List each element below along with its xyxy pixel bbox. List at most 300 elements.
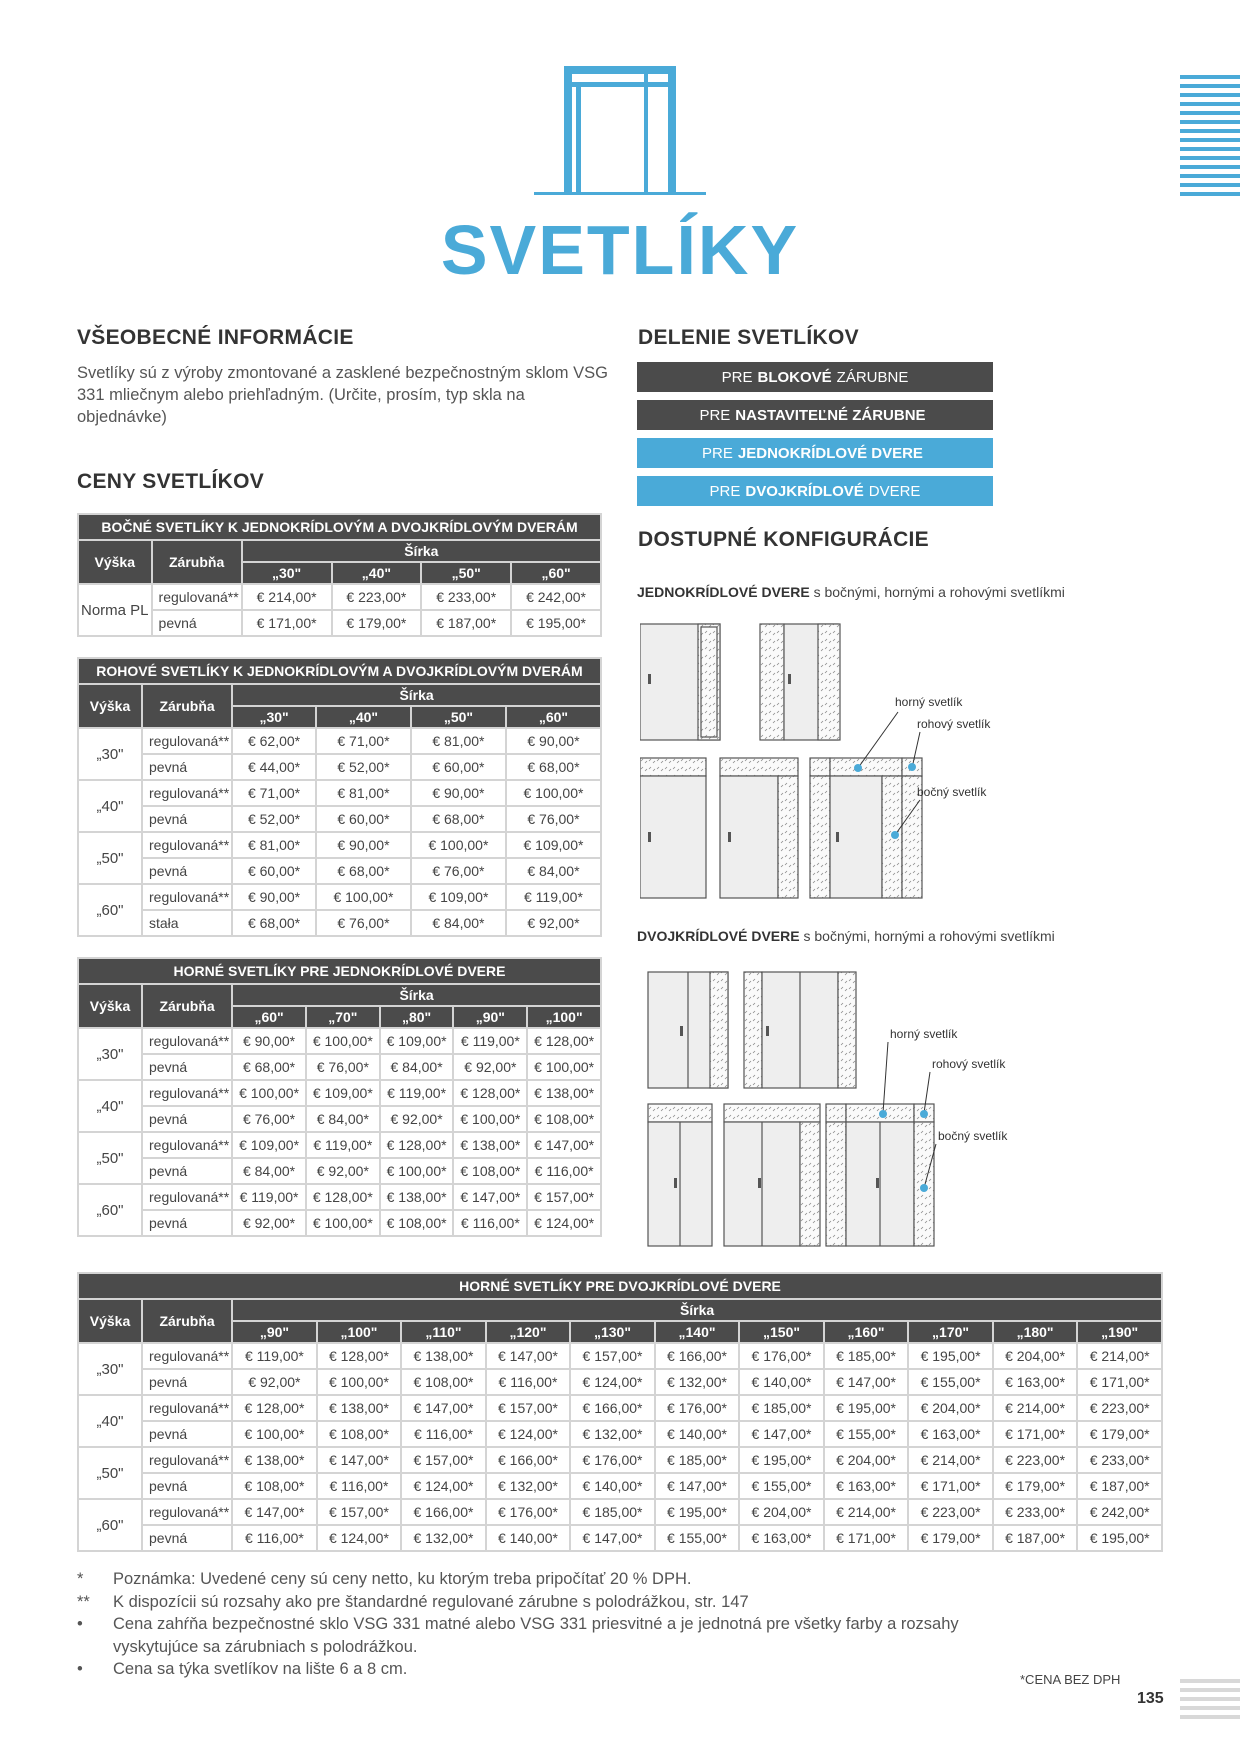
price-cell: € 84,00* [306,1106,380,1132]
single-door-caption [637,584,1065,600]
table-title: HORNÉ SVETLÍKY PRE JEDNOKRÍDLOVÉ DVERE [78,958,601,984]
price-cell: € 233,00* [421,584,511,610]
price-cell: € 68,00* [232,1054,306,1080]
double-door-with-top-corner-side-lights [826,1104,934,1246]
price-cell: € 163,00* [824,1473,909,1499]
table-row [78,1421,1162,1447]
price-cell: € 71,00* [316,728,411,754]
price-cell: € 76,00* [306,1054,380,1080]
row-frame-label: regulovaná** [152,584,242,610]
column-header-frame: Zárubňa [142,684,232,728]
price-cell: € 128,00* [317,1343,402,1369]
price-cell: € 155,00* [908,1369,993,1395]
row-height-label: „60" [78,1499,142,1551]
row-frame-label: regulovaná** [142,1028,232,1054]
table-row [78,1447,1162,1473]
door-with-top-and-side-light [720,758,798,898]
width-header: „90" [453,1006,527,1028]
column-header-frame: Zárubňa [152,540,242,584]
price-cell: € 179,00* [1077,1421,1162,1447]
double-door-with-top-light [648,1104,712,1246]
price-cell: € 157,00* [317,1499,402,1525]
footnote-text: Poznámka: Uvedené ceny sú ceny netto, ku ktorým treba pripočítať 20 % DPH. [113,1570,692,1588]
footnote-text: Cena zahŕňa bezpečnostné sklo VSG 331 matné alebo VSG 331 priesvitné a je jednotná pre všetky farby a rozsahy vyskytujúce sa zárubniach s polodrážkou. [113,1615,959,1656]
division-single-doors [637,438,993,468]
price-cell: € 92,00* [453,1054,527,1080]
width-header: „180" [993,1321,1078,1343]
table-row [78,1525,1162,1551]
price-cell: € 138,00* [527,1080,601,1106]
price-cell: € 138,00* [401,1343,486,1369]
price-note: *CENA BEZ DPH [1020,1672,1121,1687]
price-cell: € 195,00* [739,1447,824,1473]
price-cell: € 76,00* [316,910,411,936]
price-cell: € 128,00* [453,1080,527,1106]
division-list [637,362,993,514]
width-header: „50" [421,562,511,584]
decorative-stripes-top [1180,75,1240,201]
width-header: „110" [401,1321,486,1343]
price-cell: € 185,00* [655,1447,740,1473]
double-door-with-top-and-side-light [724,1104,820,1246]
division-bold: DVOJKRÍDLOVÉ [745,482,864,500]
price-cell: € 116,00* [527,1158,601,1184]
footnote-text: K dispozícii sú rozsahy ako pre štandardné regulované zárubne s polodrážkou, str. 147 [113,1592,749,1611]
price-cell: € 147,00* [570,1525,655,1551]
width-header: „100" [527,1006,601,1028]
price-cell: € 204,00* [908,1395,993,1421]
price-cell: € 223,00* [332,584,422,610]
top-lights-double-price-table [77,1272,1163,1552]
row-frame-label: pevná [142,1210,232,1236]
price-cell: € 108,00* [453,1158,527,1184]
prices-heading: CENY SVETLÍKOV [77,470,265,493]
price-cell: € 223,00* [993,1447,1078,1473]
price-cell: € 147,00* [739,1421,824,1447]
price-cell: € 176,00* [570,1447,655,1473]
price-cell: € 204,00* [993,1343,1078,1369]
door-with-side-light-right [640,624,720,740]
table-row [78,1499,1162,1525]
price-cell: € 214,00* [824,1499,909,1525]
price-cell: € 179,00* [908,1525,993,1551]
price-cell: € 204,00* [824,1447,909,1473]
price-cell: € 119,00* [453,1028,527,1054]
double-door-with-side-light-right [648,972,728,1088]
general-info-heading: VŠEOBECNÉ INFORMÁCIE [77,326,354,349]
side-lights-price-table [77,513,602,637]
price-cell: € 108,00* [527,1106,601,1132]
column-header-width: Šírka [232,1299,1162,1321]
price-cell: € 132,00* [401,1525,486,1551]
width-header: „30" [232,706,316,728]
price-cell: € 163,00* [908,1421,993,1447]
footnote [77,1568,1037,1591]
price-cell: € 62,00* [232,728,316,754]
price-cell: € 140,00* [486,1525,571,1551]
double-door-with-side-lights [744,972,856,1088]
row-frame-label: pevná [142,1421,232,1447]
configs-heading: DOSTUPNÉ KONFIGURÁCIE [638,528,929,551]
single-door-configurations-diagram [640,620,1040,900]
row-height-label: „40" [78,1080,142,1132]
price-cell: € 138,00* [317,1395,402,1421]
footnote-mark: • [77,1660,83,1678]
division-heading: DELENIE SVETLÍKOV [638,326,859,349]
price-cell: € 76,00* [232,1106,306,1132]
price-cell: € 214,00* [908,1447,993,1473]
price-cell: € 128,00* [380,1132,454,1158]
price-cell: € 52,00* [316,754,411,780]
price-cell: € 44,00* [232,754,316,780]
price-cell: € 195,00* [1077,1525,1162,1551]
price-cell: € 116,00* [232,1525,317,1551]
width-header: „150" [739,1321,824,1343]
footnote-mark: ** [77,1592,90,1611]
width-header: „30" [242,562,332,584]
row-height-label: „30" [78,1343,142,1395]
table-title: BOČNÉ SVETLÍKY K JEDNOKRÍDLOVÝM A DVOJKRÍDLOVÝM DVERÁM [78,514,601,540]
price-cell: € 223,00* [1077,1395,1162,1421]
price-cell: € 147,00* [486,1343,571,1369]
price-cell: € 109,00* [380,1028,454,1054]
price-cell: € 157,00* [527,1184,601,1210]
price-cell: € 100,00* [316,884,411,910]
row-frame-label: regulovaná** [142,1395,232,1421]
price-cell: € 147,00* [317,1447,402,1473]
price-cell: € 124,00* [486,1421,571,1447]
price-cell: € 71,00* [232,780,316,806]
price-cell: € 176,00* [655,1395,740,1421]
column-header-width: Šírka [232,984,601,1006]
price-cell: € 242,00* [511,584,601,610]
price-cell: € 179,00* [993,1473,1078,1499]
table-row [78,1106,601,1132]
table-row [78,1158,601,1184]
price-cell: € 140,00* [739,1369,824,1395]
price-cell: € 90,00* [506,728,601,754]
price-cell: € 68,00* [506,754,601,780]
row-frame-label: pevná [152,610,242,636]
double-door-caption [637,928,1055,944]
price-cell: € 124,00* [570,1369,655,1395]
table-row [78,832,601,858]
division-bold: NASTAVITEĽNÉ ZÁRUBNE [735,406,926,424]
price-cell: € 132,00* [486,1473,571,1499]
footnote-mark: • [77,1615,83,1633]
table-title: ROHOVÉ SVETLÍKY K JEDNOKRÍDLOVÝM A DVOJKRÍDLOVÝM DVERÁM [78,658,601,684]
row-frame-label: pevná [142,754,232,780]
width-header: „40" [316,706,411,728]
price-cell: € 116,00* [453,1210,527,1236]
row-height-label: „60" [78,884,142,936]
price-cell: € 195,00* [824,1395,909,1421]
double-door-caption-bold: DVOJKRÍDLOVÉ DVERE [637,928,800,944]
row-frame-label: regulovaná** [142,1184,232,1210]
price-cell: € 157,00* [486,1395,571,1421]
row-height-label: „30" [78,1028,142,1080]
column-header-height: Výška [78,684,142,728]
width-header: „70" [306,1006,380,1028]
row-height-label: „50" [78,1132,142,1184]
price-cell: € 119,00* [380,1080,454,1106]
price-cell: € 147,00* [824,1369,909,1395]
division-double-doors [637,476,993,506]
page-number: 135 [1137,1690,1164,1707]
row-height-label: „30" [78,728,142,780]
width-header: „50" [411,706,506,728]
table-row [78,584,601,610]
page-title: SVETLÍKY [440,211,800,289]
price-cell: € 171,00* [908,1473,993,1499]
price-cell: € 128,00* [232,1395,317,1421]
price-cell: € 132,00* [570,1421,655,1447]
table-row [78,1395,1162,1421]
price-cell: € 81,00* [316,780,411,806]
price-cell: € 84,00* [232,1158,306,1184]
price-cell: € 84,00* [411,910,506,936]
price-cell: € 92,00* [506,910,601,936]
label-top-light: horný svetlík [890,1027,958,1041]
row-frame-label: regulovaná** [142,780,232,806]
price-cell: € 138,00* [380,1184,454,1210]
price-cell: € 84,00* [380,1054,454,1080]
division-pre: PRE [709,482,741,500]
price-cell: € 124,00* [527,1210,601,1236]
width-header: „130" [570,1321,655,1343]
row-frame-label: regulovaná** [142,1447,232,1473]
price-cell: € 119,00* [232,1184,306,1210]
table-row [78,754,601,780]
width-header: „80" [380,1006,454,1028]
price-cell: € 68,00* [411,806,506,832]
door-with-side-light-left [760,624,840,740]
table-row [78,1184,601,1210]
division-pre: PRE [721,368,753,386]
general-info-text: Svetlíky sú z výroby zmontované a zasklené bezpečnostným sklom VSG 331 mliečnym alebo priehľadným. (Určite, prosím, typ skla na objednávke) [77,364,608,426]
price-cell: € 147,00* [527,1132,601,1158]
price-cell: € 76,00* [506,806,601,832]
table-row [78,610,601,636]
footnote-text: Cena sa týka svetlíkov na lište 6 a 8 cm. [113,1660,408,1678]
price-cell: € 100,00* [306,1028,380,1054]
table-row [78,1132,601,1158]
row-frame-label: pevná [142,1158,232,1184]
table-row [78,884,601,910]
column-header-height: Výška [78,540,152,584]
row-height-label: Norma PL [78,584,152,636]
width-header: „90" [232,1321,317,1343]
price-cell: € 171,00* [1077,1369,1162,1395]
column-header-width: Šírka [232,684,601,706]
division-bold: JEDNOKRÍDLOVÉ DVERE [737,444,923,462]
price-cell: € 166,00* [655,1343,740,1369]
division-pre: PRE [702,444,733,462]
row-frame-label: regulovaná** [142,1132,232,1158]
price-cell: € 100,00* [506,780,601,806]
table-row [78,910,601,936]
price-cell: € 92,00* [306,1158,380,1184]
price-cell: € 138,00* [453,1132,527,1158]
price-cell: € 109,00* [232,1132,306,1158]
price-cell: € 100,00* [317,1369,402,1395]
table-title: HORNÉ SVETLÍKY PRE DVOJKRÍDLOVÉ DVERE [78,1273,1162,1299]
price-cell: € 147,00* [232,1499,317,1525]
price-cell: € 195,00* [655,1499,740,1525]
row-frame-label: regulovaná** [142,1080,232,1106]
row-height-label: „40" [78,1395,142,1447]
row-frame-label: regulovaná** [142,884,232,910]
price-cell: € 68,00* [316,858,411,884]
price-cell: € 166,00* [401,1499,486,1525]
price-cell: € 171,00* [993,1421,1078,1447]
table-row [78,780,601,806]
price-cell: € 242,00* [1077,1499,1162,1525]
price-cell: € 90,00* [411,780,506,806]
price-cell: € 140,00* [655,1421,740,1447]
table-row [78,1473,1162,1499]
price-cell: € 155,00* [824,1421,909,1447]
price-cell: € 119,00* [506,884,601,910]
table-row [78,1080,601,1106]
width-header: „170" [908,1321,993,1343]
price-cell: € 195,00* [908,1343,993,1369]
price-cell: € 155,00* [655,1525,740,1551]
price-cell: € 108,00* [317,1421,402,1447]
door-with-top-corner-side-lights [810,758,922,898]
price-cell: € 81,00* [411,728,506,754]
price-cell: € 185,00* [570,1499,655,1525]
row-height-label: „60" [78,1184,142,1236]
width-header: „160" [824,1321,909,1343]
width-header: „120" [486,1321,571,1343]
table-row [78,1369,1162,1395]
price-cell: € 138,00* [232,1447,317,1473]
price-cell: € 119,00* [306,1132,380,1158]
price-cell: € 128,00* [527,1028,601,1054]
price-cell: € 166,00* [486,1447,571,1473]
row-frame-label: pevná [142,1369,232,1395]
label-corner-light: rohový svetlík [917,717,991,731]
door-with-top-light [640,758,706,898]
division-block-frames [637,362,993,392]
row-frame-label: pevná [142,1106,232,1132]
table-row [78,806,601,832]
footnote [77,1658,1037,1681]
price-cell: € 100,00* [306,1210,380,1236]
width-header: „100" [317,1321,402,1343]
corner-lights-price-table [77,657,602,937]
price-cell: € 128,00* [306,1184,380,1210]
column-header-frame: Zárubňa [142,984,232,1028]
column-header-frame: Zárubňa [142,1299,232,1343]
price-cell: € 187,00* [1077,1473,1162,1499]
price-cell: € 176,00* [486,1499,571,1525]
table-row [78,1054,601,1080]
row-frame-label: pevná [142,1473,232,1499]
price-cell: € 108,00* [232,1473,317,1499]
row-frame-label: regulovaná** [142,1499,232,1525]
division-pre: PRE [699,406,731,424]
label-side-light: bočný svetlík [938,1129,1008,1143]
price-cell: € 81,00* [232,832,316,858]
price-cell: € 100,00* [232,1080,306,1106]
price-cell: € 147,00* [655,1473,740,1499]
price-cell: € 108,00* [380,1210,454,1236]
price-cell: € 124,00* [401,1473,486,1499]
price-cell: € 90,00* [232,1028,306,1054]
price-cell: € 109,00* [506,832,601,858]
table-row [78,858,601,884]
width-header: „60" [506,706,601,728]
single-door-caption-rest: s bočnými, hornými a rohovými svetlíkmi [813,584,1065,600]
price-cell: € 147,00* [401,1395,486,1421]
label-corner-light: rohový svetlík [932,1057,1006,1071]
top-lights-single-price-table [77,957,602,1237]
price-cell: € 100,00* [411,832,506,858]
price-cell: € 157,00* [401,1447,486,1473]
table-row [78,728,601,754]
price-cell: € 132,00* [655,1369,740,1395]
price-cell: € 195,00* [511,610,601,636]
price-cell: € 116,00* [401,1421,486,1447]
price-cell: € 233,00* [1077,1447,1162,1473]
footnotes [77,1568,1037,1681]
price-cell: € 233,00* [993,1499,1078,1525]
price-cell: € 100,00* [453,1106,527,1132]
table-row [78,1210,601,1236]
width-header: „40" [332,562,422,584]
price-cell: € 124,00* [317,1525,402,1551]
price-cell: € 214,00* [993,1395,1078,1421]
price-cell: € 109,00* [411,884,506,910]
division-rest: ZÁRUBNE [836,368,909,386]
footnote [77,1591,1037,1614]
column-header-height: Výška [78,984,142,1028]
price-cell: € 119,00* [232,1343,317,1369]
price-cell: € 179,00* [332,610,422,636]
row-frame-label: pevná [142,806,232,832]
column-header-width: Šírka [242,540,601,562]
price-cell: € 100,00* [527,1054,601,1080]
width-header: „60" [511,562,601,584]
width-header: „140" [655,1321,740,1343]
price-cell: € 214,00* [242,584,332,610]
division-bold: BLOKOVÉ [757,368,832,386]
price-cell: € 223,00* [908,1499,993,1525]
price-cell: € 90,00* [316,832,411,858]
price-cell: € 60,00* [232,858,316,884]
price-cell: € 163,00* [993,1369,1078,1395]
decorative-stripes-bottom [1180,1679,1240,1724]
price-cell: € 68,00* [232,910,316,936]
price-cell: € 84,00* [506,858,601,884]
price-cell: € 163,00* [739,1525,824,1551]
price-cell: € 185,00* [739,1395,824,1421]
row-height-label: „40" [78,780,142,832]
row-frame-label: regulovaná** [142,832,232,858]
row-height-label: „50" [78,832,142,884]
price-cell: € 76,00* [411,858,506,884]
price-cell: € 187,00* [993,1525,1078,1551]
table-row [78,1343,1162,1369]
label-top-light: horný svetlík [895,695,963,709]
price-cell: € 60,00* [316,806,411,832]
price-cell: € 52,00* [232,806,316,832]
row-frame-label: pevná [142,858,232,884]
double-door-caption-rest: s bočnými, hornými a rohovými svetlíkmi [803,928,1055,944]
price-cell: € 92,00* [380,1106,454,1132]
